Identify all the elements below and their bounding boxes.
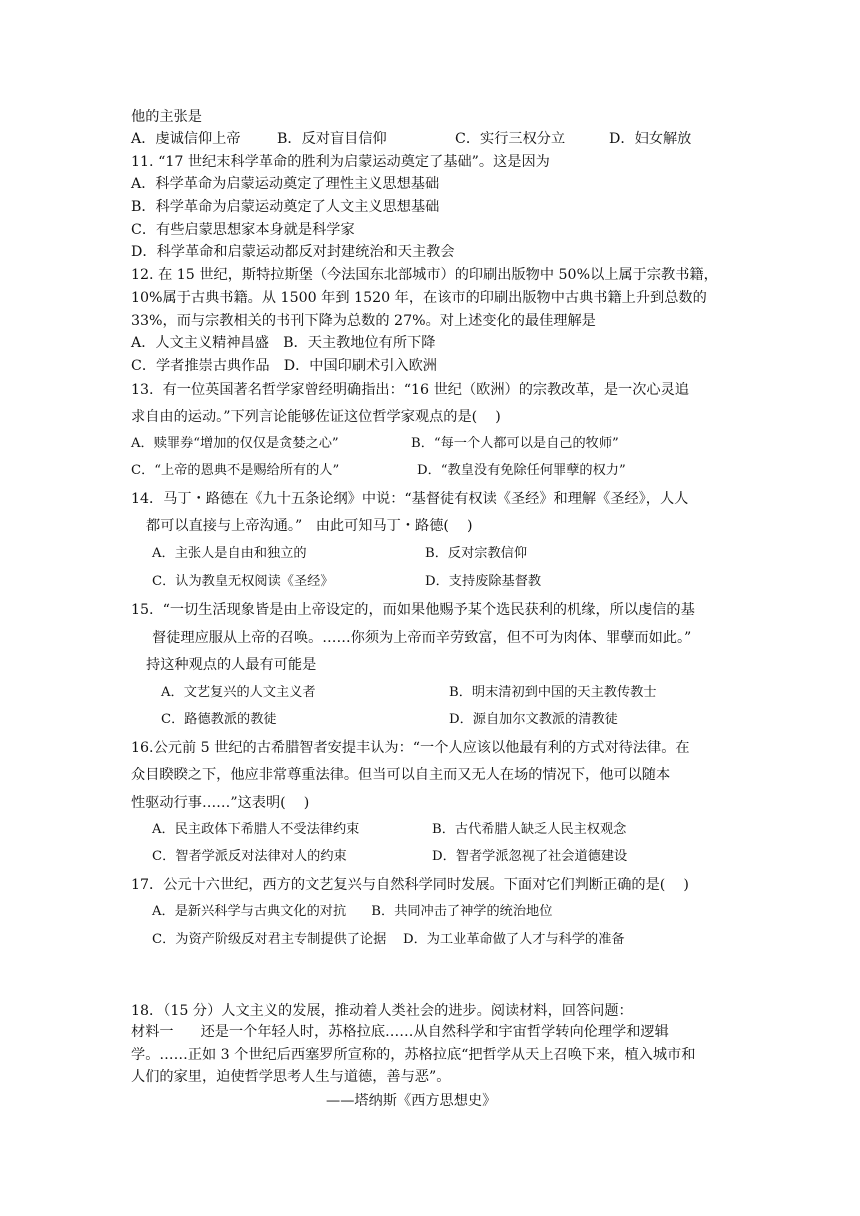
q16-stem-line-1: 16.公元前 5 世纪的古希腊智者安提丰认为：“一个人应该以他最有利的方式对待法律。在 — [131, 740, 690, 756]
q14-option-a: A．主张人是自由和独立的 — [152, 546, 307, 561]
q13-option-d: D．“教皇没有免除任何罪孽的权力” — [417, 463, 626, 478]
q14-option-b: B．反对宗教信仰 — [425, 546, 528, 561]
q13-option-a: A．赎罪券“增加的仅仅是贪婪之心” — [131, 436, 339, 451]
q14-option-d: D．支持废除基督教 — [425, 574, 542, 589]
q12-options-cd: C．学者推崇古典作品 D．中国印刷术引入欧洲 — [131, 358, 437, 374]
q17-options-ab: A．是新兴科学与古典文化的对抗 B．共同冲击了神学的统治地位 — [152, 904, 553, 919]
q11-option-d: D．科学革命和启蒙运动都反对封建统治和天主教会 — [131, 244, 455, 260]
q16-stem-line-3: 性驱动行事……”这表明( ) — [131, 795, 310, 811]
q15-option-b: B．明末清初到中国的天主教传教士 — [449, 685, 657, 700]
q15-stem-line-1: 15. “一切生活现象皆是由上帝设定的，而如果他赐予某个选民获利的机缘，所以虔信的基 — [131, 602, 695, 618]
q11-stem: 11. “17 世纪末科学革命的胜利为启蒙运动奠定了基础”。这是因为 — [131, 154, 550, 170]
q15-option-a: A．文艺复兴的人文主义者 — [161, 685, 316, 700]
q15-stem-line-2: 督徒理应服从上帝的召唤。……你须为上帝而辛劳致富，但不可为肉体、罪孽而如此。” — [152, 630, 692, 646]
q17-options-cd: C．为资产阶级反对君主专制提供了论据 D．为工业革命做了人才与科学的准备 — [152, 932, 625, 947]
q15-option-c: C．路德教派的教徒 — [161, 712, 277, 727]
q10-option-d: D．妇女解放 — [609, 131, 692, 147]
q15-option-d: D．源自加尔文教派的清教徒 — [449, 712, 618, 727]
q11-option-a: A．科学革命为启蒙运动奠定了理性主义思想基础 — [131, 176, 440, 192]
q14-stem-line-1: 14．马丁・路德在《九十五条论纲》中说：“基督徒有权读《圣经》和理解《圣经》，人人 — [131, 491, 689, 507]
q12-options-ab: A．人文主义精神昌盛 B．天主教地位有所下降 — [131, 335, 436, 351]
q14-stem-line-2: 都可以直接与上帝沟通。” 由此可知马丁・路德( ) — [146, 518, 473, 534]
q18-source-citation: ——塔纳斯《西方思想史》 — [326, 1093, 497, 1109]
q18-stem: 18．（15 分）人文主义的发展，推动着人类社会的进步。阅读材料，回答问题： — [131, 1003, 633, 1019]
q12-stem-line-2: 10%属于古典书籍。从 1500 年到 1520 年，在该市的印刷出版物中古典书籍上升到总数的 — [131, 290, 707, 306]
q12-stem-line-1: 12. 在 15 世纪，斯特拉斯堡（今法国东北部城市）的印刷出版物中 50%以上属于宗教书籍， — [131, 267, 718, 283]
q10-option-c: C．实行三权分立 — [455, 131, 566, 147]
q16-option-a: A．民主政体下希腊人不受法律约束 — [152, 822, 360, 837]
q16-option-d: D．智者学派忽视了社会道德建设 — [432, 849, 628, 864]
q13-stem-line-1: 13. 有一位英国著名哲学家曾经明确指出：“16 世纪（欧洲）的宗教改革，是一次心灵追 — [131, 382, 689, 398]
q18-material-line-3: 人们的家里，迫使哲学思考人生与道德，善与恶”。 — [131, 1069, 451, 1085]
q18-material-line-2: 学。……正如 3 个世纪后西塞罗所宣称的，苏格拉底“把哲学从天上召唤下来，植入城市和 — [131, 1047, 696, 1063]
q16-option-b: B．古代希腊人缺乏人民主权观念 — [432, 822, 627, 837]
q10-option-a: A．虔诚信仰上帝 — [131, 131, 241, 147]
q14-option-c: C．认为教皇无权阅读《圣经》 — [152, 574, 334, 589]
q10-option-b: B．反对盲目信仰 — [277, 131, 387, 147]
q12-stem-line-3: 33%，而与宗教相关的书刊下降为总数的 27%。对上述变化的最佳理解是 — [131, 313, 596, 329]
q13-option-b: B．“每一个人都可以是自己的牧师” — [411, 436, 619, 451]
q11-option-c: C．有些启蒙思想家本身就是科学家 — [131, 222, 355, 238]
q17-stem: 17．公元十六世纪，西方的文艺复兴与自然科学同时发展。下面对它们判断正确的是( ) — [131, 877, 689, 893]
q11-option-b: B．科学革命为启蒙运动奠定了人文主义思想基础 — [131, 199, 440, 215]
q10-stem-tail: 他的主张是 — [131, 109, 202, 125]
q13-option-c: C．“上帝的恩典不是赐给所有的人” — [131, 463, 340, 478]
q16-option-c: C．智者学派反对法律对人的约束 — [152, 849, 347, 864]
q13-stem-line-2: 求自由的运动。”下列言论能够佐证这位哲学家观点的是( ) — [131, 409, 501, 425]
q16-stem-line-2: 众目睽睽之下，他应非常尊重法律。但当可以自主而又无人在场的情况下，他可以随本 — [131, 767, 671, 783]
q18-material-line-1: 材料一 还是一个年轻人时，苏格拉底……从自然科学和宇宙哲学转向伦理学和逻辑 — [131, 1024, 669, 1040]
q15-stem-line-3: 持这种观点的人最有可能是 — [146, 657, 317, 673]
